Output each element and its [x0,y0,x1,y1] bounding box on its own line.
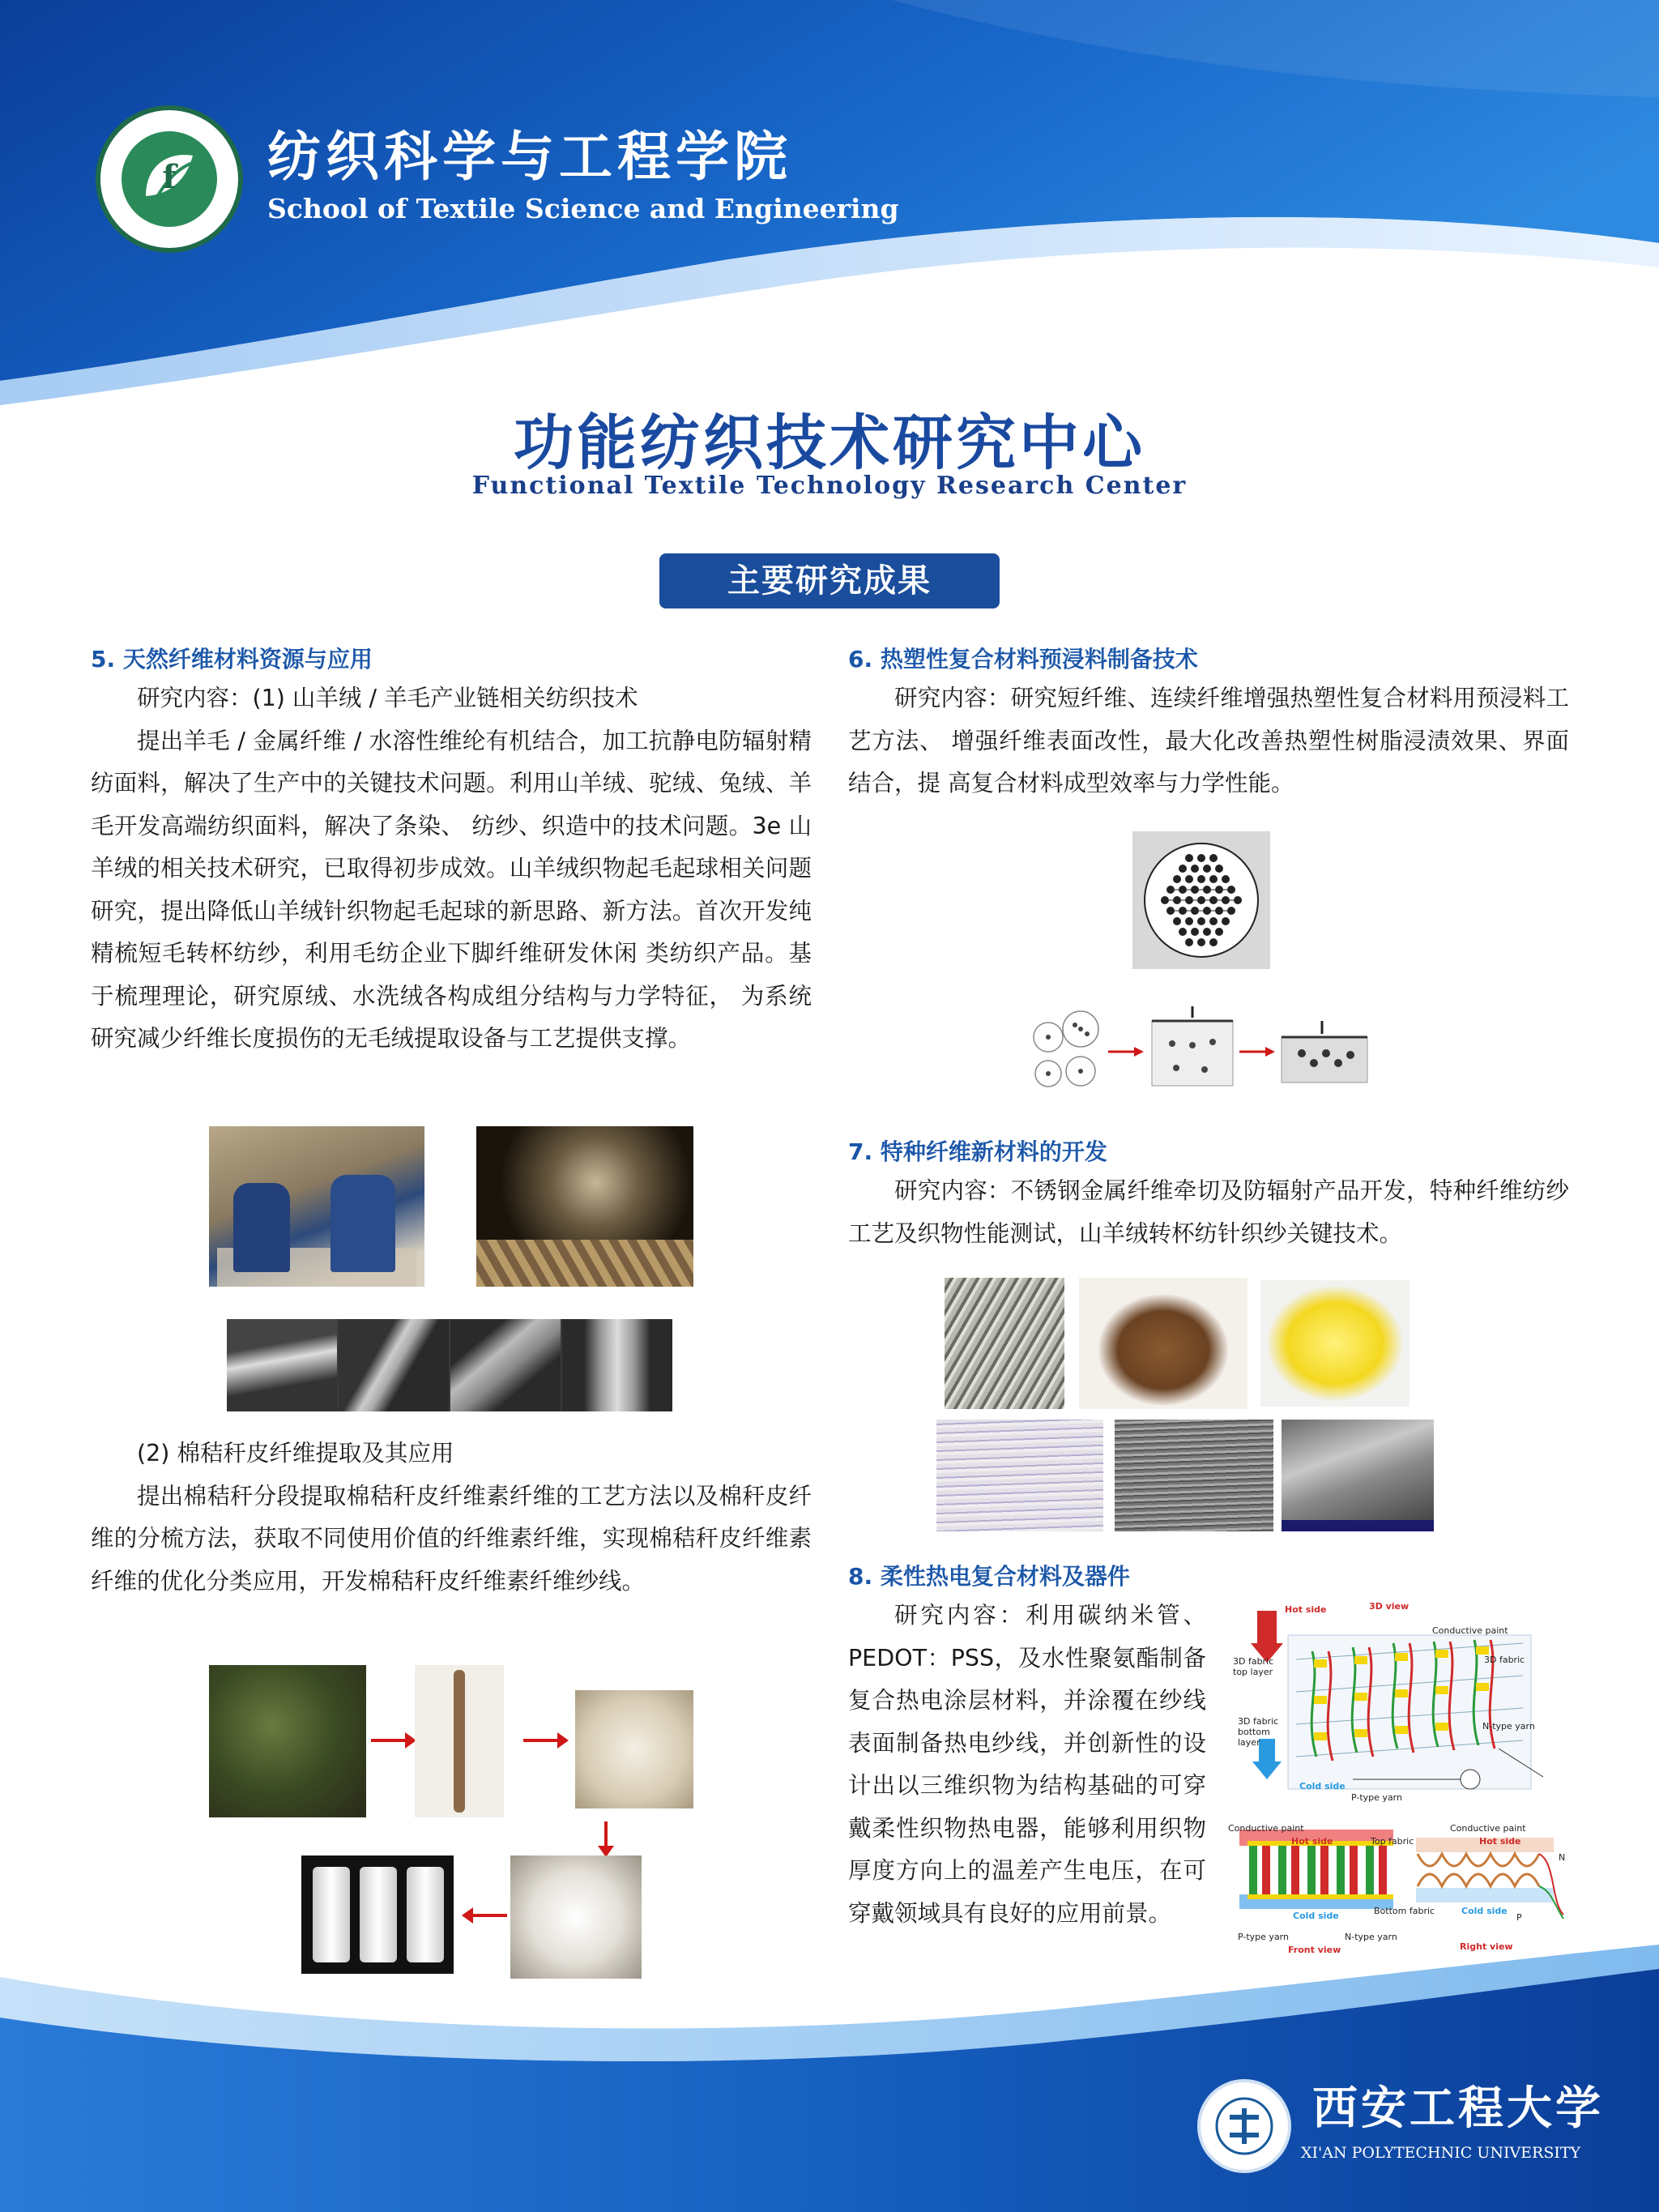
cashmere-yarn-photo [476,1126,693,1287]
fabric-photo-2 [1115,1420,1273,1531]
section8-body: 研究内容：利用碳纳米管、PEDOT：PSS，及水性聚氨酯制备复合热电涂层材料，并涂覆在纱线表面制备热电纱线，并创新性的设计出以三维织物为结构基础的可穿戴柔性织物热电器，能够利用织物厚度方向上的温差产生电压，在可穿戴领域具有良好的应用前景。 [848,1602,1206,1927]
label-fabric-top: 3D fabric top layer [1233,1656,1274,1677]
fabric-photo-1 [936,1420,1103,1531]
label-3d-view: 3D view [1369,1601,1410,1612]
label-p-type-yarn: P-type yarn [1351,1792,1402,1803]
section5-text-2 [91,1433,812,1603]
label-bottom-fabric: Bottom fabric [1374,1906,1435,1916]
logo-leaf-icon [122,131,217,227]
section8-heading: 8. 柔性热电复合材料及器件 [848,1563,1130,1590]
hex-fiber-array-icon [1132,831,1270,969]
label-p: P [1516,1912,1522,1923]
metal-fiber-photo [945,1278,1064,1409]
cotton-field-photo [209,1665,366,1817]
university-name-en: XI'AN POLYTECHNIC UNIVERSITY [1301,2144,1581,2162]
fabric-sem-photo [1282,1420,1434,1531]
process-arrow-2 [523,1739,561,1742]
university-name-cn: 西安工程大学 [1312,2082,1604,2135]
svg-text:f: f [162,158,177,196]
yellow-fiber-photo [1260,1280,1410,1407]
label-cold-side-right: Cold side [1461,1906,1508,1916]
section6-heading: 6. 热塑性复合材料预浸料制备技术 [848,646,1198,673]
page-subtitle: Functional Textile Technology Research Center [471,472,1188,500]
label-n-type-yarn-front: N-type yarn [1345,1932,1397,1942]
section-badge: 主要研究成果 [659,553,1000,609]
label-front-view: Front view [1288,1945,1341,1955]
section5-sub1: 研究内容：(1) 山羊绒 / 羊毛产业链相关纺织技术 [137,685,638,711]
school-name-cn: 纺织科学与工程学院 [267,125,792,188]
process-arrow-4 [470,1914,507,1917]
section5-body1: 提出羊毛 / 金属纤维 / 水溶性维纶有机结合，加工抗静电防辐射精纺面料，解决了生产中的关键技术问题。利用山羊绒、驼绒、兔绒、羊毛开发高端纺织面料，解决了条染、 纺纱、织造中的技术问题。3e 山羊绒的相关技术研究，已取得初步成效。山羊绒织物起毛起球相关问题研究，提出降低山羊绒针织物起毛起球的新思路、新方法。首次开发纯精梳短毛转杯纺纱，利用毛纺企业下脚纤维研发休闲 类纺织产品。基于梳理理论，研究原绒、水洗绒各构成组分结构与力学特征， 为系统研究减少纤维长度损伤的无毛绒提取设备与工艺提供支撑。 [91,727,812,1052]
label-hot-side-front: Hot side [1291,1836,1333,1847]
page-title: 功能纺织技术研究中心 [514,408,1145,478]
brown-fiber-photo [1079,1278,1247,1409]
process-arrow-3 [604,1821,608,1849]
bark-fiber-photo [575,1690,693,1808]
label-conductive-paint-right: Conductive paint [1450,1823,1526,1834]
thermoelectric-diagram [1223,1595,1572,1959]
section8-text [848,1595,1206,1935]
label-p-type-yarn-front: P-type yarn [1238,1932,1289,1942]
section7-heading: 7. 特种纤维新材料的开发 [848,1138,1107,1165]
section5-sub2: (2) 棉秸秆皮纤维提取及其应用 [137,1440,454,1467]
section7-text [848,1170,1569,1255]
section5-heading: 5. 天然纤维材料资源与应用 [91,646,373,673]
section5-body2: 提出棉秸秆分段提取棉秸秆皮纤维素纤维的工艺方法以及棉秆皮纤维的分梳方法，获取不同使用价值的纤维素纤维，实现棉秸秆皮纤维素纤维的优化分类应用，开发棉秸秆皮纤维素纤维纱线。 [91,1482,812,1595]
goat-field-photo [209,1126,424,1287]
process-arrow-1 [371,1739,408,1742]
label-cold-side-front: Cold side [1293,1911,1339,1921]
label-n: N [1559,1852,1566,1863]
label-conductive-paint-front: Conductive paint [1228,1823,1304,1834]
school-name-en: School of Textile Science and Engineering [267,193,899,224]
label-hot-side: Hot side [1285,1604,1327,1615]
label-conductive-paint: Conductive paint [1432,1625,1508,1636]
label-n-type-yarn: N-type yarn [1482,1721,1535,1732]
section6-text [848,677,1569,805]
prepreg-process-diagram [1030,1005,1372,1094]
label-3d-fabric: 3D fabric [1484,1655,1525,1665]
cotton-stalk-photo [415,1665,504,1817]
university-emblem-icon [1215,2097,1273,2155]
label-cold-side: Cold side [1299,1781,1346,1791]
label-hot-side-right: Hot side [1479,1836,1521,1847]
label-fabric-bottom: 3D fabric bottom layer [1238,1716,1279,1748]
fiber-cross-section-diagram [1132,831,1270,969]
section5-text [91,677,812,1061]
label-right-view: Right view [1460,1941,1513,1952]
section6-body: 研究内容：研究短纤维、连续纤维增强热塑性复合材料用预浸料工艺方法、 增强纤维表面改性，最大化改善热塑性树脂浸渍效果、界面结合，提 高复合材料成型效率与力学性能。 [848,685,1569,796]
section7-body: 研究内容：不锈钢金属纤维牵切及防辐射产品开发，特种纤维纺纱工艺及织物性能测试，山羊绒转杯纺针织纱关键技术。 [848,1177,1569,1247]
label-top-fabric: Top fabric [1371,1836,1414,1847]
fiber-sem-photo [227,1319,672,1411]
